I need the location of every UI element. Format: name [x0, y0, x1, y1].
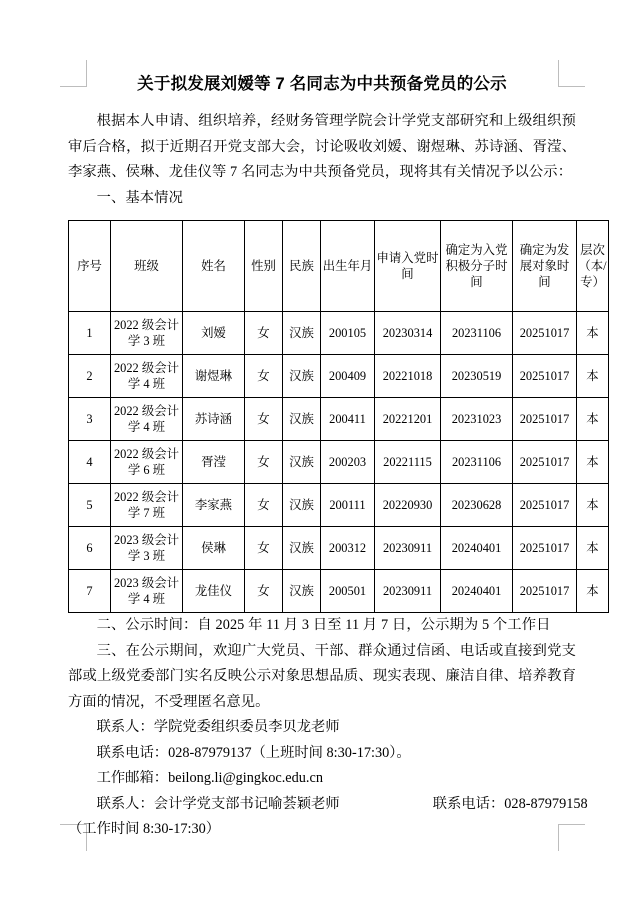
cell-target-date: 20251017 [513, 312, 577, 355]
cell-ethnicity: 汉族 [283, 484, 321, 527]
cell-level: 本 [577, 398, 609, 441]
column-header-activist-date: 确定为入党积极分子时间 [441, 221, 513, 312]
column-header-class: 班级 [111, 221, 183, 312]
column-header-target-date: 确定为发展对象时间 [513, 221, 577, 312]
document-content [68, 62, 607, 843]
cell-class: 2022 级会计学 4 班 [111, 355, 183, 398]
cell-level: 本 [577, 527, 609, 570]
contact-person-secondary: 联系人：会计学党支部书记喻荟颖老师 [96, 795, 340, 812]
cell-ethnicity: 汉族 [283, 398, 321, 441]
cell-level: 本 [577, 484, 609, 527]
cell-class: 2022 级会计学 6 班 [111, 441, 183, 484]
table-row [69, 398, 609, 441]
cell-name: 胥滢 [183, 441, 245, 484]
cell-target-date: 20251017 [513, 570, 577, 613]
column-header-name: 姓名 [183, 221, 245, 312]
cell-birth: 200111 [321, 484, 375, 527]
table-row [69, 441, 609, 484]
column-header-gender: 性别 [245, 221, 283, 312]
cell-gender: 女 [245, 398, 283, 441]
cell-seq: 7 [69, 570, 111, 613]
cell-seq: 1 [69, 312, 111, 355]
contact-email-primary: 工作邮箱：beilong.li@gingkoc.edu.cn [96, 770, 323, 786]
cell-apply-date: 20230911 [375, 570, 441, 613]
cell-apply-date: 20221018 [375, 355, 441, 398]
column-header-level: 层次（本/专） [577, 221, 609, 312]
cell-class: 2023 级会计学 3 班 [111, 527, 183, 570]
cell-name: 苏诗涵 [183, 398, 245, 441]
cell-gender: 女 [245, 570, 283, 613]
cell-apply-date: 20221201 [375, 398, 441, 441]
cell-name: 龙佳仪 [183, 570, 245, 613]
cell-ethnicity: 汉族 [283, 527, 321, 570]
cell-gender: 女 [245, 312, 283, 355]
cell-birth: 200501 [321, 570, 375, 613]
cell-level: 本 [577, 441, 609, 484]
column-header-ethnicity: 民族 [283, 221, 321, 312]
cell-apply-date: 20220930 [375, 484, 441, 527]
column-header-apply-date: 申请入党时间 [375, 221, 441, 312]
cell-apply-date: 20221115 [375, 441, 441, 484]
cell-gender: 女 [245, 484, 283, 527]
cell-class: 2022 级会计学 7 班 [111, 484, 183, 527]
cell-name: 李家燕 [183, 484, 245, 527]
cell-name: 刘嫒 [183, 312, 245, 355]
cell-apply-date: 20230911 [375, 527, 441, 570]
cell-level: 本 [577, 355, 609, 398]
roster-table-head [69, 221, 609, 312]
roster-table [68, 220, 609, 613]
cell-ethnicity: 汉族 [283, 312, 321, 355]
cell-seq: 4 [69, 441, 111, 484]
intro-paragraph: 根据本人申请、组织培养，经财务管理学院会计学党支部研究和上级组织预审后合格，拟于近期召开党支部大会，讨论吸收刘嫒、谢煜琳、苏诗涵、胥滢、李家燕、侯琳、龙佳仪等 7 名同志为中共预备党员，现将其有关情况予以公示： [68, 113, 576, 180]
roster-table-body [69, 312, 609, 613]
cell-level: 本 [577, 570, 609, 613]
section-three-paragraph: 三、在公示期间，欢迎广大党员、干部、群众通过信函、电话或直接到党支部或上级党委部门实名反映公示对象思想品质、现实表现、廉洁自律、培养教育方面的情况，不受理匿名意见。 [68, 642, 576, 710]
cell-birth: 200105 [321, 312, 375, 355]
cell-ethnicity: 汉族 [283, 570, 321, 613]
section-one-heading: 一、基本情况 [96, 189, 183, 206]
cell-activist-date: 20240401 [441, 527, 513, 570]
cell-ethnicity: 汉族 [283, 355, 321, 398]
cell-gender: 女 [245, 527, 283, 570]
cell-activist-date: 20230628 [441, 484, 513, 527]
cell-gender: 女 [245, 355, 283, 398]
column-header-birth: 出生年月 [321, 221, 375, 312]
cell-target-date: 20251017 [513, 484, 577, 527]
cell-gender: 女 [245, 441, 283, 484]
cell-birth: 200411 [321, 398, 375, 441]
contact-person-primary: 联系人：学院党委组织委员李贝龙老师 [96, 719, 340, 735]
cell-birth: 200203 [321, 441, 375, 484]
table-row [69, 570, 609, 613]
cell-activist-date: 20231106 [441, 441, 513, 484]
cell-target-date: 20251017 [513, 398, 577, 441]
cell-class: 2022 级会计学 4 班 [111, 398, 183, 441]
page-title: 关于拟发展刘嫒等 7 名同志为中共预备党员的公示 [137, 75, 507, 93]
contact-phone-secondary: 联系电话：028-87979158 [432, 795, 588, 812]
cell-seq: 2 [69, 355, 111, 398]
cell-birth: 200409 [321, 355, 375, 398]
table-header-row [69, 221, 609, 312]
table-row [69, 312, 609, 355]
cell-seq: 3 [69, 398, 111, 441]
cell-target-date: 20251017 [513, 355, 577, 398]
column-header-seq: 序号 [69, 221, 111, 312]
cell-birth: 200312 [321, 527, 375, 570]
table-row [69, 355, 609, 398]
cell-seq: 6 [69, 527, 111, 570]
cell-class: 2023 级会计学 4 班 [111, 570, 183, 613]
cell-activist-date: 20240401 [441, 570, 513, 613]
cell-target-date: 20251017 [513, 527, 577, 570]
section-two-paragraph: 二、公示时间：自 2025 年 11 月 3 日至 11 月 7 日，公示期为 5 个工作日 [96, 617, 551, 633]
table-row [69, 484, 609, 527]
contact-secondary-row [68, 792, 588, 818]
table-row [69, 527, 609, 570]
cell-name: 侯琳 [183, 527, 245, 570]
cell-activist-date: 20231106 [441, 312, 513, 355]
cell-activist-date: 20230519 [441, 355, 513, 398]
cell-name: 谢煜琳 [183, 355, 245, 398]
cell-target-date: 20251017 [513, 441, 577, 484]
contact-phone-primary: 联系电话：028-87979137（上班时间 8:30-17:30）。 [96, 744, 411, 761]
cell-apply-date: 20230314 [375, 312, 441, 355]
cell-ethnicity: 汉族 [283, 441, 321, 484]
cell-class: 2022 级会计学 3 班 [111, 312, 183, 355]
cell-level: 本 [577, 312, 609, 355]
cell-seq: 5 [69, 484, 111, 527]
contact-hours-secondary: （工作时间 8:30-17:30） [68, 821, 221, 837]
cell-activist-date: 20231023 [441, 398, 513, 441]
